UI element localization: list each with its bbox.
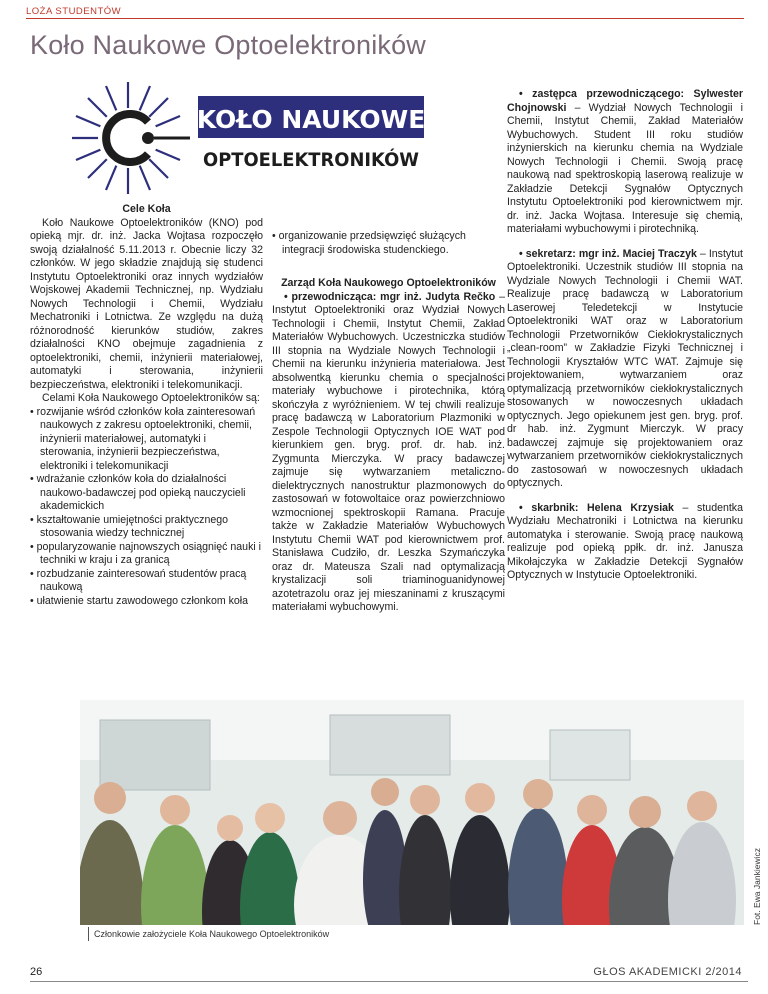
goal-item: • popularyzowanie najnowszych osiągnięć nauki i techniki w kraju i za granicą bbox=[30, 541, 263, 568]
vice-text: – Wydział Nowych Technologii i Chemii, Instytut Chemii, Zakład Materiałów Wybuchowych. Student III roku studiów inżynierskich na kierunku chemia na Wydziale Nowych Technologii i Chemii. Swoją pracę naukową nad spektroskopią laserową realizuje w Zakładzie Detekcji Sygnałów Optycznych Instytutu Optoelektroniki pod kierownictwem mjr. dr. inż. Jacka Wojtasa. Interesuje się chemią, materiałami wybuchowymi i pirotechniką. bbox=[507, 101, 743, 235]
chair-entry bbox=[272, 291, 505, 615]
secretary-entry bbox=[507, 248, 743, 491]
goal-item: • wdrażanie członków koła do działalności naukowo-badawczej pod opieką nauczycieli akademickich bbox=[30, 473, 263, 514]
club-logo bbox=[40, 78, 440, 198]
goal-item: • rozbudzanie zainteresowań studentów pracą naukową bbox=[30, 568, 263, 595]
treasurer-role: • skarbnik: Helena Krzysiak bbox=[519, 501, 674, 514]
goals-list bbox=[30, 406, 263, 609]
photo-caption: Członkowie założyciele Koła Naukowego Optoelektroników bbox=[94, 929, 330, 939]
column-3 bbox=[507, 88, 743, 583]
article-title: Koło Naukowe Optoelektroników bbox=[30, 30, 427, 60]
goal-item: • organizowanie przedsięwzięć służących integracji środowiska studenckiego. bbox=[272, 230, 505, 257]
goal-item: • rozwijanie wśród członków koła zainteresowań naukowych z zakresu optoelektroniki, chemii, inżynierii materiałowej, automatyki i sterowania, inżynierii bezpieczeństwa, elektroniki i telekomunikacji bbox=[30, 406, 263, 474]
goal-item: • ułatwienie startu zawodowego członkom koła bbox=[30, 595, 263, 609]
journal-name: GŁOS AKADEMICKI 2/2014 bbox=[593, 966, 742, 978]
goals-heading: Cele Koła bbox=[122, 203, 171, 215]
goal-item: • kształtowanie umiejętności praktycznego stosowania wiedzy technicznej bbox=[30, 514, 263, 541]
secretary-text: – Instytut Optoelektroniki. Uczestnik studiów III stopnia na Wydziale Nowych Technologii i Chemii WAT. Realizuje pracę badawczą w Laboratorium Laserowej Teledetekcji w Instytucie Optoelektroniki WAT oraz w Laboratorium Technologii Przetworników Ciekłokrystalicznych „clean-room” w Zakładzie Fizyki Technicznej i Technologii Kryształów WTC WAT. Zajmuje się projektowaniem, wytwarzaniem oraz optymalizacją przetworników ciekłokrystalicznych stosowanych w nowoczesnych układach optycznych. Jego opiekunem jest gen. bryg. prof. dr hab. inż. Zygmunt Mierczyk. W pracy badawczej zajmuje się projektowaniem oraz wytwarzaniem przetworników ciekłokrystalicznych do zastosowań w nowoczesnych układach optycznych. bbox=[507, 247, 743, 489]
page-number: 26 bbox=[30, 966, 43, 978]
footer-divider bbox=[30, 981, 748, 982]
logo-text-line2: OPTOELEKTRONIKÓW bbox=[203, 149, 433, 171]
treasurer-entry bbox=[507, 502, 743, 583]
group-photo bbox=[80, 700, 744, 925]
intro-paragraph: Koło Naukowe Optoelektroników (KNO) pod opieką mjr. dr. inż. Jacka Wojtasa rozpoczęło swoją działalność 5.11.2013 r. Obecnie liczy 32 członków. W jego składzie znajdują się studenci Instytutu Optoelektroniki oraz innych wydziałów Wojskowej Akademii Technicznej, np. Wydziału Nowych Technologii i Chemii, Wydziału Mechatroniki i Lotnictwa. Ze względu na dużą różnorodność kierunków studiów, zakres działalności KNO obejmuje zagadnienia z optoelektroniki, chemii, inżynierii materiałowej, automatyki i sterowania, inżynierii bezpieczeństwa, elektroniki i telekomunikacji. bbox=[30, 216, 263, 391]
section-label: LOŻA STUDENTÓW bbox=[26, 6, 744, 19]
board-heading: Zarząd Koła Naukowego Optoelektroników bbox=[281, 277, 496, 289]
vice-role: • zastępca przewodniczącego: Sylwester Chojnowski bbox=[507, 88, 743, 114]
column-1 bbox=[30, 203, 263, 608]
goals-lead: Celami Koła Naukowego Optoelektroników są: bbox=[42, 392, 260, 404]
chair-text: – Instytut Optoelektroniki oraz Wydział Nowych Technologii i Chemii, Instytut Chemii, Zakład Materiałów Wybuchowych. Uczestniczka studiów III stopnia na Wydziale Nowych Technologii i Chemii na kierunku inżynieria materiałowa. Jest absolwentką kierunku chemia o specjalności materiały wybuchowe i pirotechnika, którą skończyła z wyróżnieniem. W tej chwili realizuje pracę badawczą w Laboratorium Plazmoniki w Zespole Technologii Optycznych IOE WAT pod kierunkiem gen. bryg. prof. dr. hab. inż. Zygmunta Mierczyka. W pracy badawczej zajmuje się wytwarzaniem metaliczno-dielektrycznych nanostruktur plazmonowych do zastosowań w fotowoltaice oraz powierzchniowo wzmocnionej spektroskopii Ramana. Pracuje także w Zakładzie Materiałów Wybuchowych Instytutu Chemii WAT pod kierownictwem prof. Stanisława Cudziło, dr. Leszka Szymańczyka oraz dr. Mateusza Szali nad optymalizacją krystalizacji soli triaminoguanidynowej azotetrazolu oraz jej mieszaninami z kruszącymi materiałami wybuchowymi. bbox=[272, 290, 505, 613]
treasurer-text: – studentka Wydziału Mechatroniki i Lotnictwa na kierunku automatyka i sterowanie. Swoją pracę naukową realizuje pod opieką ppłk. dr. inż. Janusza Mikołajczyka w Zakładzie Detekcji Sygnałów Optycznych w Instytucie Optoelektroniki. bbox=[507, 501, 743, 581]
column-2 bbox=[272, 230, 505, 615]
goals-list-continued bbox=[272, 230, 505, 257]
logo-text-line1: KOŁO NAUKOWE bbox=[196, 105, 426, 134]
secretary-role: • sekretarz: mgr inż. Maciej Traczyk bbox=[519, 247, 697, 260]
photo-credit: Fot. Ewa Jankiewicz bbox=[752, 848, 762, 925]
starburst-emblem bbox=[72, 82, 190, 194]
vice-entry bbox=[507, 88, 743, 237]
chair-role: • przewodnicząca: mgr inż. Judyta Rečko bbox=[284, 290, 496, 303]
group-photo-illustration bbox=[80, 700, 744, 925]
